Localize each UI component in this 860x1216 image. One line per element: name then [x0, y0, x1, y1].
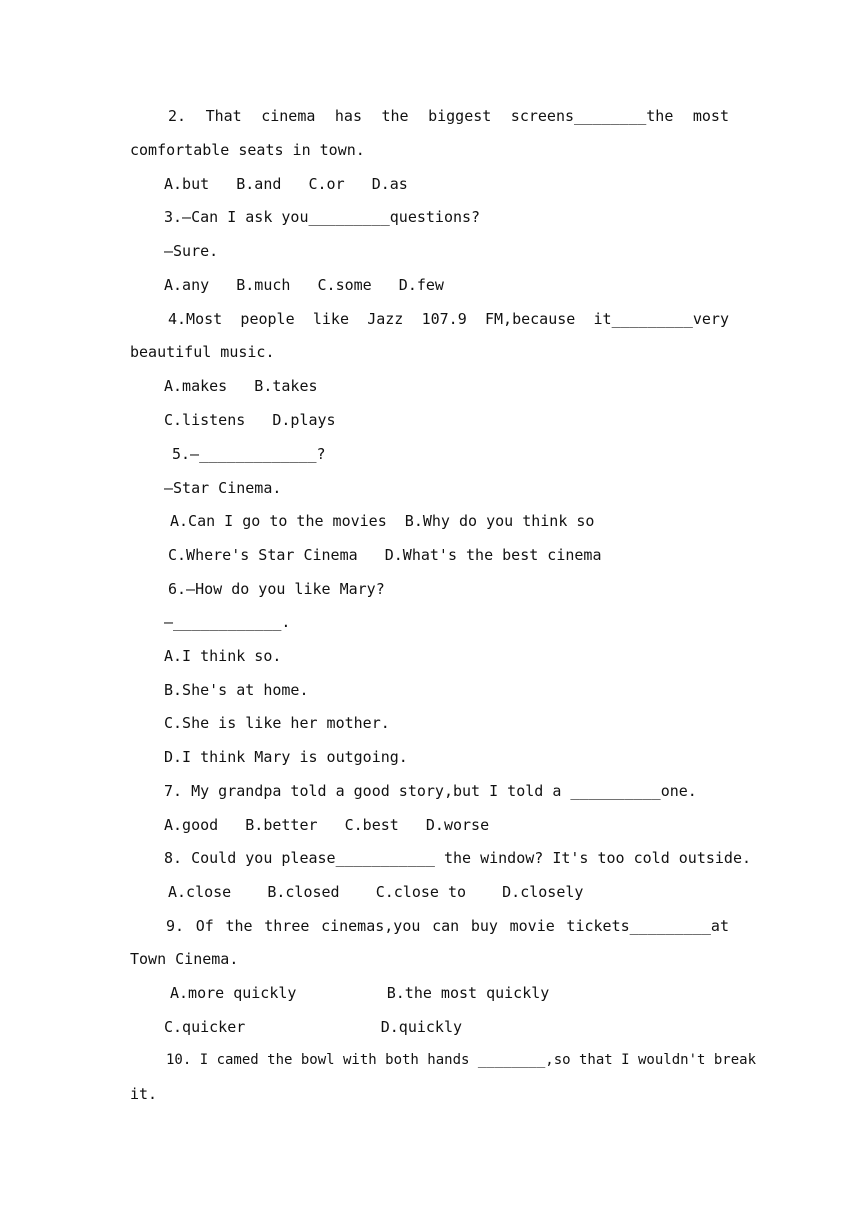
question-6-line-1: 6.—How do you like Mary? [168, 580, 385, 598]
question-2-line-1: 2. That cinema has the biggest screens________the most [168, 107, 729, 125]
question-3-line-1: 3.—Can I ask you_________questions? [164, 208, 481, 226]
question-5-line-1: 5.—_____________? [172, 445, 326, 463]
question-6-option-b: B.She's at home. [164, 681, 309, 699]
question-4-line-1: 4.Most people like Jazz 107.9 FM,because it_________very [168, 310, 729, 328]
question-10-line-1: 10. I camed the bowl with both hands ________,so that I wouldn't break [166, 1052, 757, 1068]
question-9-options-row-2: C.quicker D.quickly [164, 1018, 463, 1036]
question-5-answer: —Star Cinema. [164, 479, 282, 497]
question-2-line-2: comfortable seats in town. [130, 141, 365, 159]
question-6-option-d: D.I think Mary is outgoing. [164, 748, 408, 766]
question-9-options-row-1: A.more quickly B.the most quickly [170, 984, 550, 1002]
question-5-options-row-1: A.Can I go to the movies B.Why do you think so [170, 512, 595, 530]
question-6-option-a: A.I think so. [164, 647, 282, 665]
question-2-options: A.but B.and C.or D.as [164, 175, 408, 193]
question-7-options: A.good B.better C.best D.worse [164, 816, 490, 834]
question-8-line-1: 8. Could you please___________ the window? It's too cold outside. [164, 849, 751, 867]
question-7-line-1: 7. My grandpa told a good story,but I told a __________one. [164, 782, 697, 800]
question-9-line-1: 9. Of the three cinemas,you can buy movie tickets_________at [166, 917, 729, 935]
question-4-options-row-2: C.listens D.plays [164, 411, 336, 429]
question-4-options-row-1: A.makes B.takes [164, 377, 318, 395]
question-6-option-c: C.She is like her mother. [164, 714, 390, 732]
question-4-line-2: beautiful music. [130, 343, 275, 361]
question-8-options: A.close B.closed C.close to D.closely [168, 883, 584, 901]
question-5-options-row-2: C.Where's Star Cinema D.What's the best cinema [168, 546, 602, 564]
question-9-line-2: Town Cinema. [130, 950, 239, 968]
question-3-options: A.any B.much C.some D.few [164, 276, 444, 294]
question-6-answer: —____________. [164, 613, 291, 631]
question-3-answer: —Sure. [164, 242, 219, 260]
question-10-line-2: it. [130, 1085, 158, 1103]
